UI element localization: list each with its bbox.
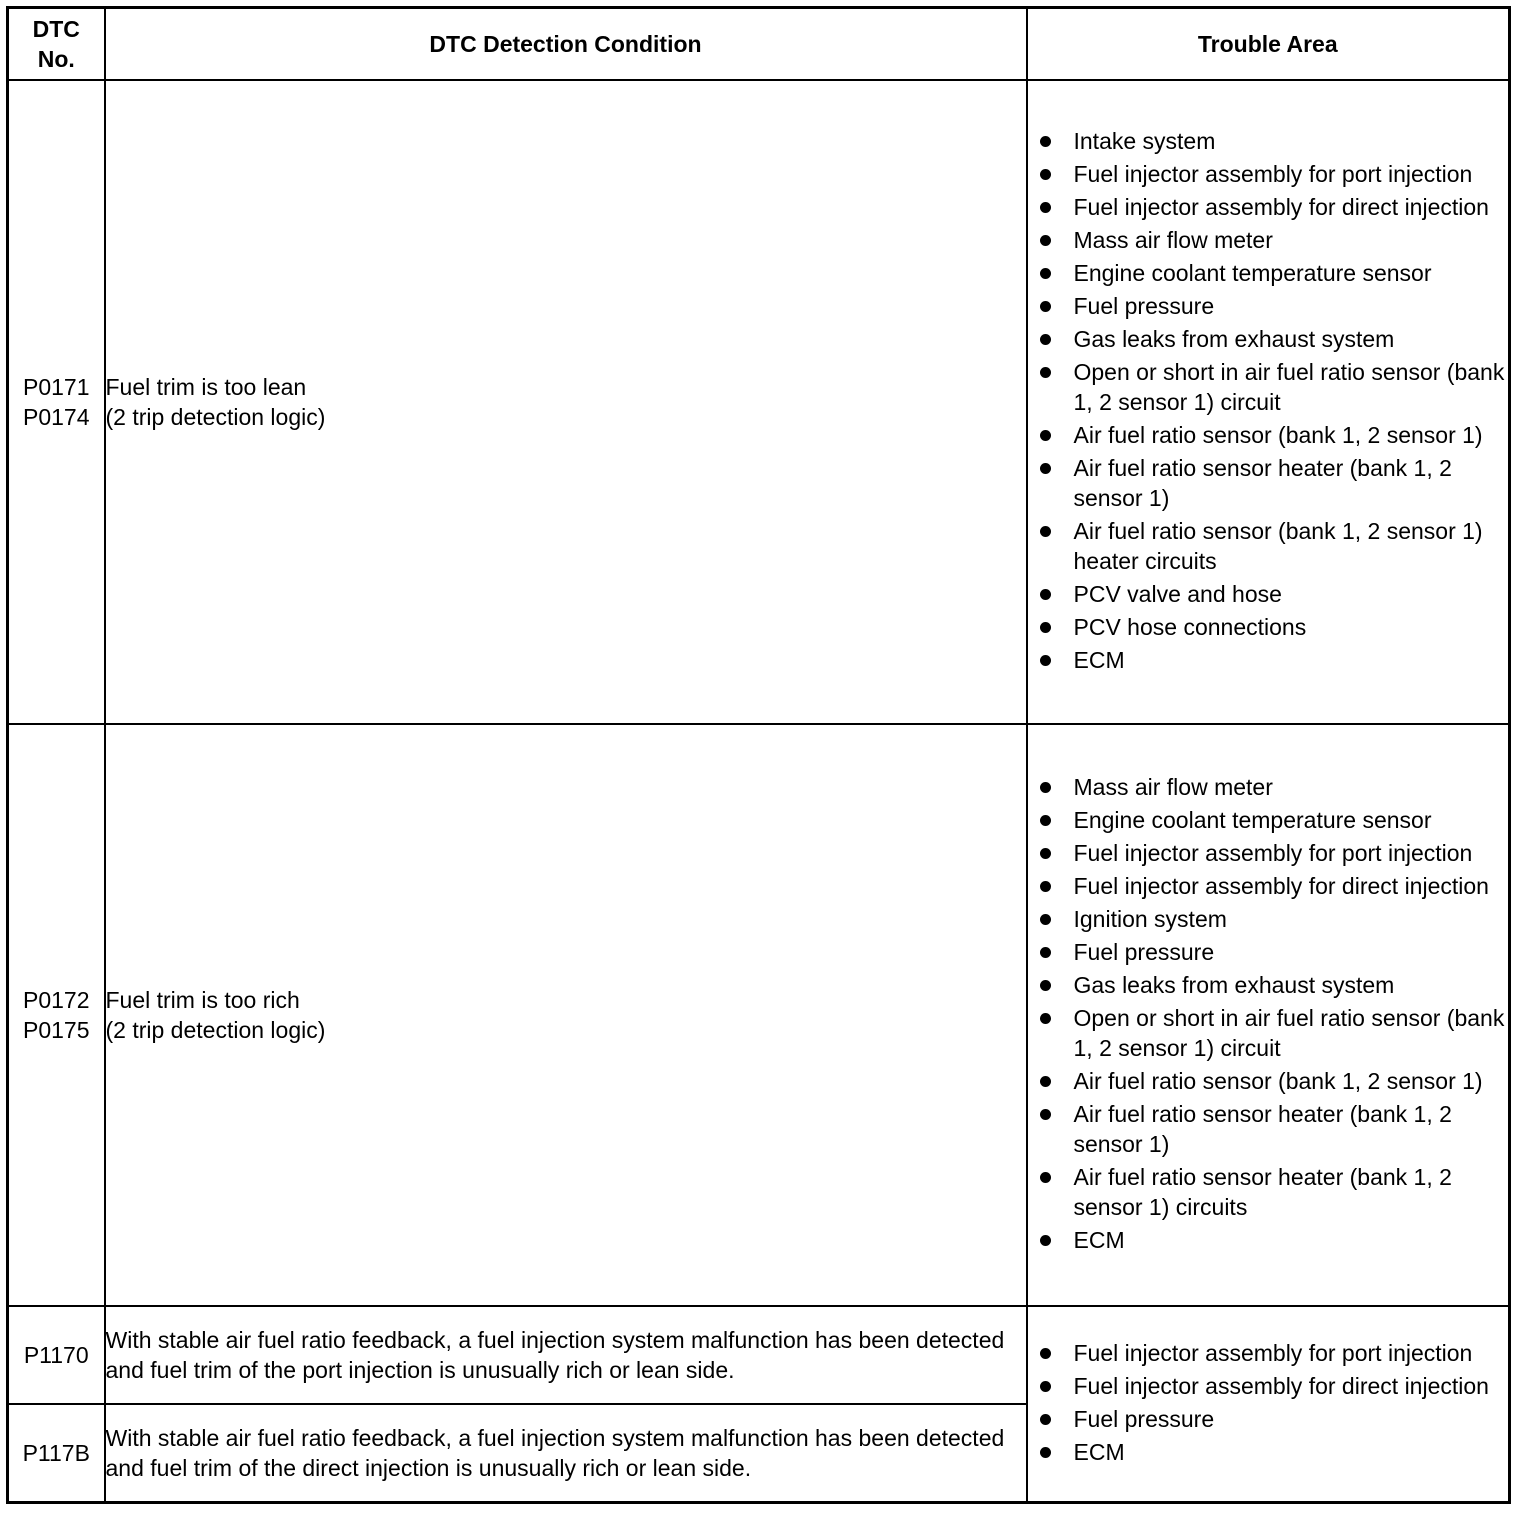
dtc-code-cell: [8, 724, 105, 1306]
trouble-area-text: Open or short in air fuel ratio sensor (bank 1, 2 sensor 1) circuit: [1073, 359, 1505, 415]
table-row: [8, 80, 1510, 724]
bullet-icon: [1040, 367, 1051, 378]
header-dtc-no-line2: No.: [37, 46, 75, 72]
table-row: [8, 724, 1510, 1306]
list-item: [1028, 225, 1509, 255]
trouble-area-text: PCV valve and hose: [1073, 581, 1282, 607]
dtc-code: P0175: [22, 1017, 90, 1043]
trouble-area-text: Air fuel ratio sensor (bank 1, 2 sensor 1) heater circuits: [1073, 518, 1483, 574]
list-item: [1028, 1066, 1509, 1096]
trouble-area-text: ECM: [1073, 1439, 1125, 1465]
bullet-icon: [1040, 1447, 1051, 1458]
header-dtc-no-line1: DTC: [32, 16, 80, 42]
trouble-area-text: Fuel injector assembly for port injection: [1073, 1340, 1473, 1366]
trouble-area-text: Fuel injector assembly for port injection: [1073, 840, 1473, 866]
list-item: [1028, 1003, 1509, 1063]
list-item: [1028, 838, 1509, 868]
list-item: [1028, 258, 1509, 288]
bullet-icon: [1040, 1109, 1051, 1120]
list-item: [1028, 192, 1509, 222]
condition-cell: [105, 724, 1027, 1306]
bullet-icon: [1040, 947, 1051, 958]
list-item: [1028, 453, 1509, 513]
trouble-area-text: Air fuel ratio sensor (bank 1, 2 sensor 1): [1073, 1068, 1483, 1094]
bullet-icon: [1040, 1381, 1051, 1392]
trouble-area-text: Engine coolant temperature sensor: [1073, 260, 1432, 286]
bullet-icon: [1040, 268, 1051, 279]
trouble-area-cell: [1027, 1306, 1510, 1503]
list-item: [1028, 324, 1509, 354]
trouble-area-list: [1028, 126, 1509, 675]
list-item: [1028, 1404, 1509, 1434]
list-item: [1028, 1338, 1509, 1368]
trouble-area-text: Ignition system: [1073, 906, 1227, 932]
dtc-code: P0174: [22, 404, 90, 430]
condition-text: With stable air fuel ratio feedback, a fuel injection system malfunction has been detected and fuel trim of the direct injection is unusually rich or lean side.: [105, 1425, 1005, 1481]
bullet-icon: [1040, 235, 1051, 246]
bullet-icon: [1040, 782, 1051, 793]
list-item: [1028, 1371, 1509, 1401]
trouble-area-text: Fuel injector assembly for direct injection: [1073, 873, 1489, 899]
bullet-icon: [1040, 526, 1051, 537]
list-item: [1028, 1225, 1509, 1255]
trouble-area-text: Fuel injector assembly for direct injection: [1073, 194, 1489, 220]
bullet-icon: [1040, 1172, 1051, 1183]
list-item: [1028, 420, 1509, 450]
bullet-icon: [1040, 1348, 1051, 1359]
trouble-area-list: [1028, 772, 1509, 1255]
bullet-icon: [1040, 202, 1051, 213]
list-item: [1028, 579, 1509, 609]
dtc-code-cell: [8, 1306, 105, 1404]
trouble-area-cell: [1027, 80, 1510, 724]
condition-cell: [105, 1306, 1027, 1404]
bullet-icon: [1040, 136, 1051, 147]
condition-text: With stable air fuel ratio feedback, a fuel injection system malfunction has been detected and fuel trim of the port injection is unusually rich or lean side.: [105, 1327, 1005, 1383]
dtc-table: [6, 6, 1511, 1504]
list-item: [1028, 645, 1509, 675]
bullet-icon: [1040, 463, 1051, 474]
condition-text: (2 trip detection logic): [105, 1017, 326, 1043]
bullet-icon: [1040, 848, 1051, 859]
trouble-area-text: Fuel injector assembly for port injection: [1073, 161, 1473, 187]
trouble-area-list: [1028, 1338, 1509, 1467]
trouble-area-cell: [1027, 724, 1510, 1306]
bullet-icon: [1040, 1414, 1051, 1425]
bullet-icon: [1040, 334, 1051, 345]
trouble-area-text: Fuel pressure: [1073, 939, 1215, 965]
trouble-area-text: Mass air flow meter: [1073, 774, 1273, 800]
trouble-area-text: Gas leaks from exhaust system: [1073, 326, 1395, 352]
list-item: [1028, 1162, 1509, 1222]
trouble-area-text: Open or short in air fuel ratio sensor (bank 1, 2 sensor 1) circuit: [1073, 1005, 1505, 1061]
list-item: [1028, 805, 1509, 835]
dtc-code-cell: [8, 80, 105, 724]
list-item: [1028, 772, 1509, 802]
trouble-area-text: Air fuel ratio sensor heater (bank 1, 2 sensor 1): [1073, 1101, 1452, 1157]
bullet-icon: [1040, 169, 1051, 180]
list-item: [1028, 937, 1509, 967]
list-item: [1028, 126, 1509, 156]
list-item: [1028, 357, 1509, 417]
trouble-area-text: Intake system: [1073, 128, 1216, 154]
condition-cell: [105, 1404, 1027, 1503]
trouble-area-text: Air fuel ratio sensor (bank 1, 2 sensor 1): [1073, 422, 1483, 448]
header-trouble-area: Trouble Area: [1027, 8, 1510, 81]
bullet-icon: [1040, 655, 1051, 666]
dtc-code: P0171: [22, 374, 90, 400]
list-item: [1028, 612, 1509, 642]
trouble-area-text: Mass air flow meter: [1073, 227, 1273, 253]
list-item: [1028, 904, 1509, 934]
trouble-area-text: ECM: [1073, 1227, 1125, 1253]
trouble-area-text: Fuel pressure: [1073, 1406, 1215, 1432]
bullet-icon: [1040, 881, 1051, 892]
list-item: [1028, 291, 1509, 321]
bullet-icon: [1040, 301, 1051, 312]
bullet-icon: [1040, 1013, 1051, 1024]
list-item: [1028, 970, 1509, 1000]
list-item: [1028, 871, 1509, 901]
list-item: [1028, 1437, 1509, 1467]
condition-text: (2 trip detection logic): [105, 404, 326, 430]
header-row: [8, 8, 1510, 81]
trouble-area-text: Air fuel ratio sensor heater (bank 1, 2 sensor 1) circuits: [1073, 1164, 1452, 1220]
dtc-code: P0172: [22, 987, 90, 1013]
trouble-area-text: PCV hose connections: [1073, 614, 1307, 640]
list-item: [1028, 159, 1509, 189]
trouble-area-text: ECM: [1073, 647, 1125, 673]
dtc-code: P1170: [23, 1342, 89, 1368]
bullet-icon: [1040, 622, 1051, 633]
condition-text: Fuel trim is too rich: [105, 987, 300, 1013]
table-row: [8, 1306, 1510, 1404]
bullet-icon: [1040, 1076, 1051, 1087]
bullet-icon: [1040, 589, 1051, 600]
header-condition: DTC Detection Condition: [105, 8, 1027, 81]
bullet-icon: [1040, 430, 1051, 441]
trouble-area-text: Gas leaks from exhaust system: [1073, 972, 1395, 998]
condition-cell: [105, 80, 1027, 724]
trouble-area-text: Engine coolant temperature sensor: [1073, 807, 1432, 833]
bullet-icon: [1040, 1235, 1051, 1246]
trouble-area-text: Air fuel ratio sensor heater (bank 1, 2 sensor 1): [1073, 455, 1452, 511]
dtc-code-cell: [8, 1404, 105, 1503]
condition-text: Fuel trim is too lean: [105, 374, 307, 400]
trouble-area-text: Fuel pressure: [1073, 293, 1215, 319]
dtc-code: P117B: [22, 1440, 90, 1466]
bullet-icon: [1040, 980, 1051, 991]
trouble-area-text: Fuel injector assembly for direct injection: [1073, 1373, 1489, 1399]
bullet-icon: [1040, 815, 1051, 826]
list-item: [1028, 1099, 1509, 1159]
header-dtc-no: [8, 8, 105, 81]
list-item: [1028, 516, 1509, 576]
bullet-icon: [1040, 914, 1051, 925]
